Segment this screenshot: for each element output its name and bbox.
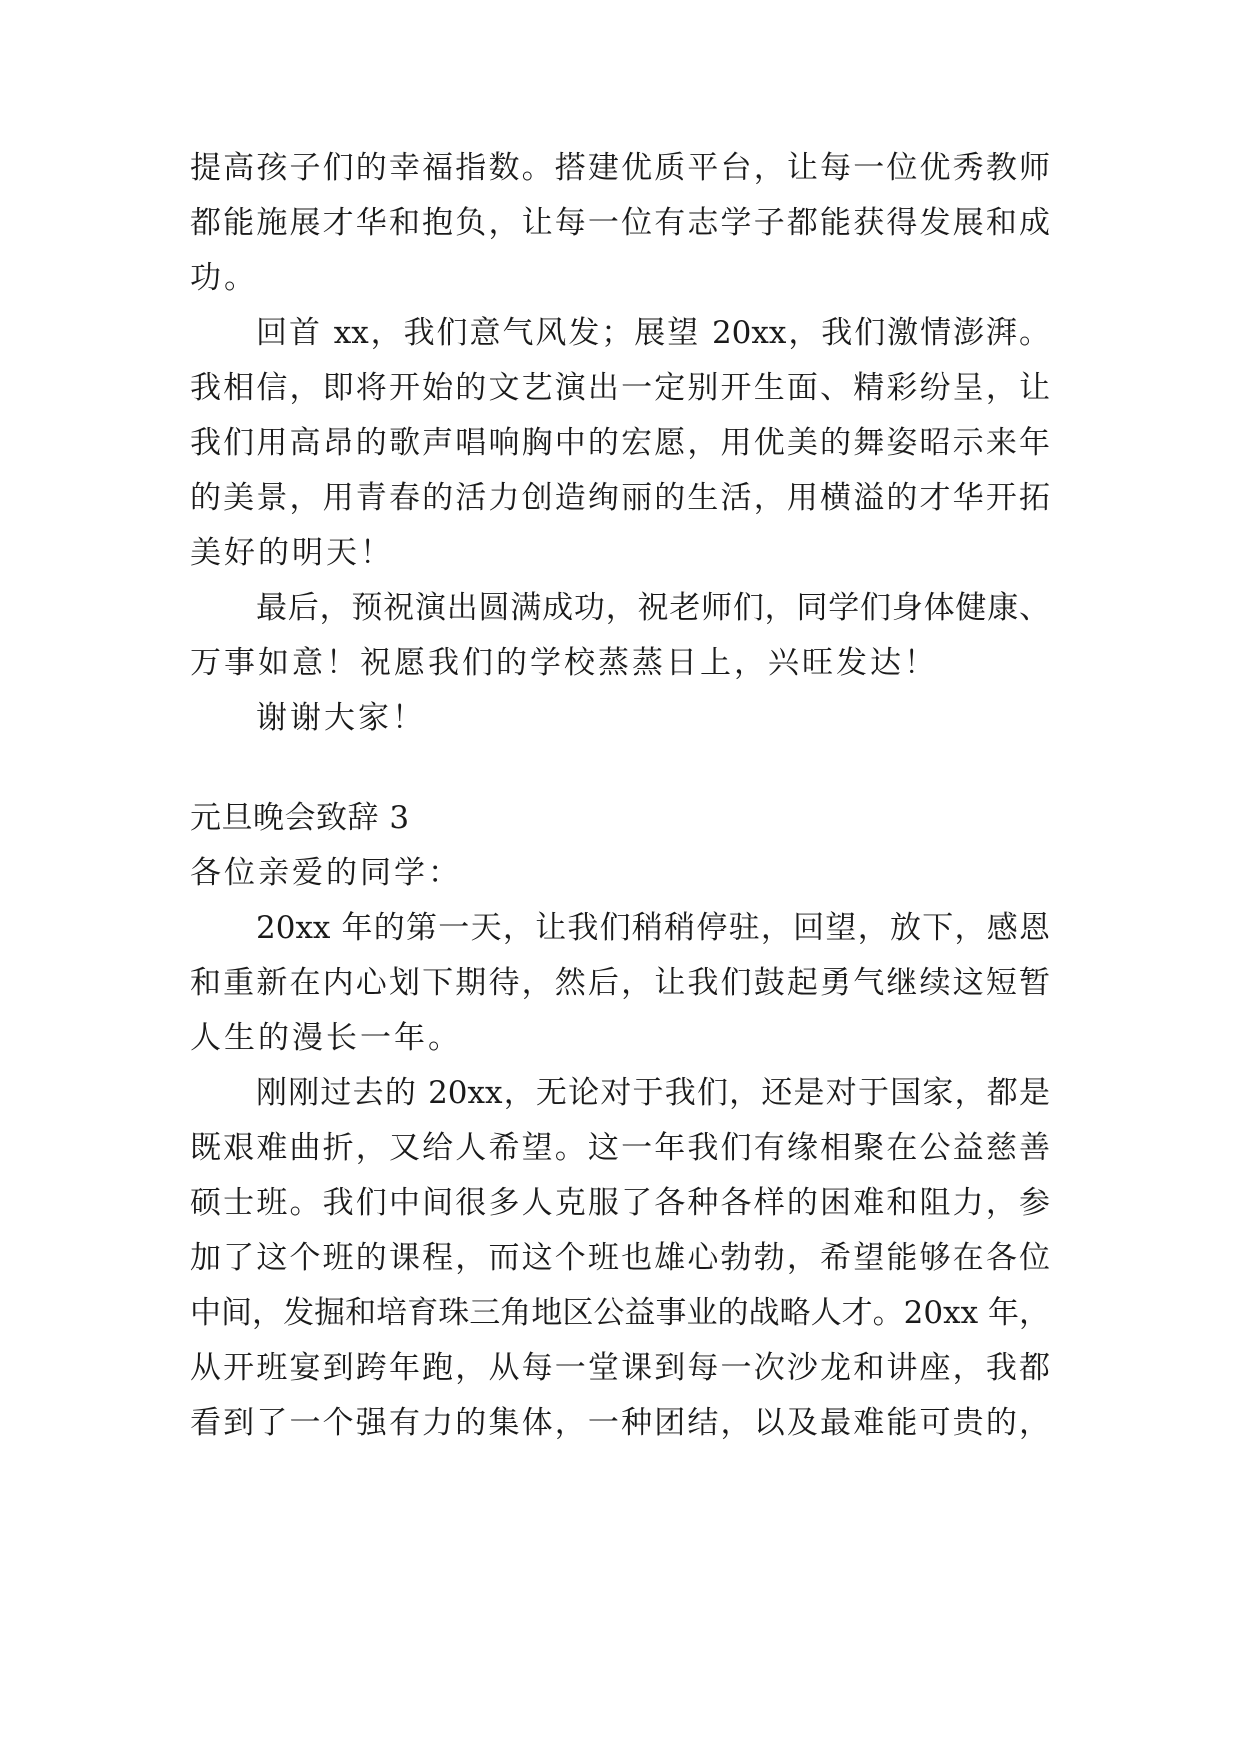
paragraph-line: 我们用高昂的歌声唱响胸中的宏愿，用优美的舞姿昭示来年	[190, 425, 1050, 461]
paragraph-line: 加了这个班的课程，而这个班也雄心勃勃，希望能够在各位	[190, 1240, 1050, 1276]
paragraph-line: 万事如意！祝愿我们的学校蒸蒸日上，兴旺发达！	[190, 645, 938, 681]
paragraph-line: 提高孩子们的幸福指数。搭建优质平台，让每一位优秀教师	[190, 150, 1050, 186]
paragraph-line: 既艰难曲折，又给人希望。这一年我们有缘相聚在公益慈善	[190, 1130, 1050, 1166]
paragraph-line: 硕士班。我们中间很多人克服了各种各样的困难和阻力，参	[190, 1185, 1050, 1221]
paragraph-line: 刚刚过去的 20xx，无论对于我们，还是对于国家，都是	[256, 1075, 1050, 1111]
paragraph-line: 美好的明天！	[190, 535, 394, 571]
paragraph-line: 中间，发掘和培育珠三角地区公益事业的战略人才。20xx 年，	[190, 1295, 1050, 1331]
salutation: 各位亲爱的同学：	[190, 855, 462, 891]
section-heading: 元旦晚会致辞 3	[190, 800, 410, 836]
paragraph-line: 从开班宴到跨年跑，从每一堂课到每一次沙龙和讲座，我都	[190, 1350, 1050, 1386]
paragraph-line: 功。	[190, 260, 258, 296]
paragraph-line: 我相信，即将开始的文艺演出一定别开生面、精彩纷呈，让	[190, 370, 1050, 406]
paragraph-line: 20xx 年的第一天，让我们稍稍停驻，回望，放下，感恩	[256, 910, 1050, 946]
paragraph-line: 都能施展才华和抱负，让每一位有志学子都能获得发展和成	[190, 205, 1050, 241]
paragraph-line: 人生的漫长一年。	[190, 1020, 462, 1056]
paragraph-line: 看到了一个强有力的集体，一种团结，以及最难能可贵的，	[190, 1405, 1050, 1441]
paragraph-line: 的美景，用青春的活力创造绚丽的生活，用横溢的才华开拓	[190, 480, 1050, 516]
paragraph-line: 和重新在内心划下期待，然后，让我们鼓起勇气继续这短暂	[190, 965, 1050, 1001]
closing-line: 谢谢大家！	[256, 700, 426, 736]
paragraph-line: 最后，预祝演出圆满成功，祝老师们，同学们身体健康、	[256, 590, 1050, 626]
paragraph-line: 回首 xx，我们意气风发；展望 20xx，我们激情澎湃。	[256, 315, 1050, 351]
